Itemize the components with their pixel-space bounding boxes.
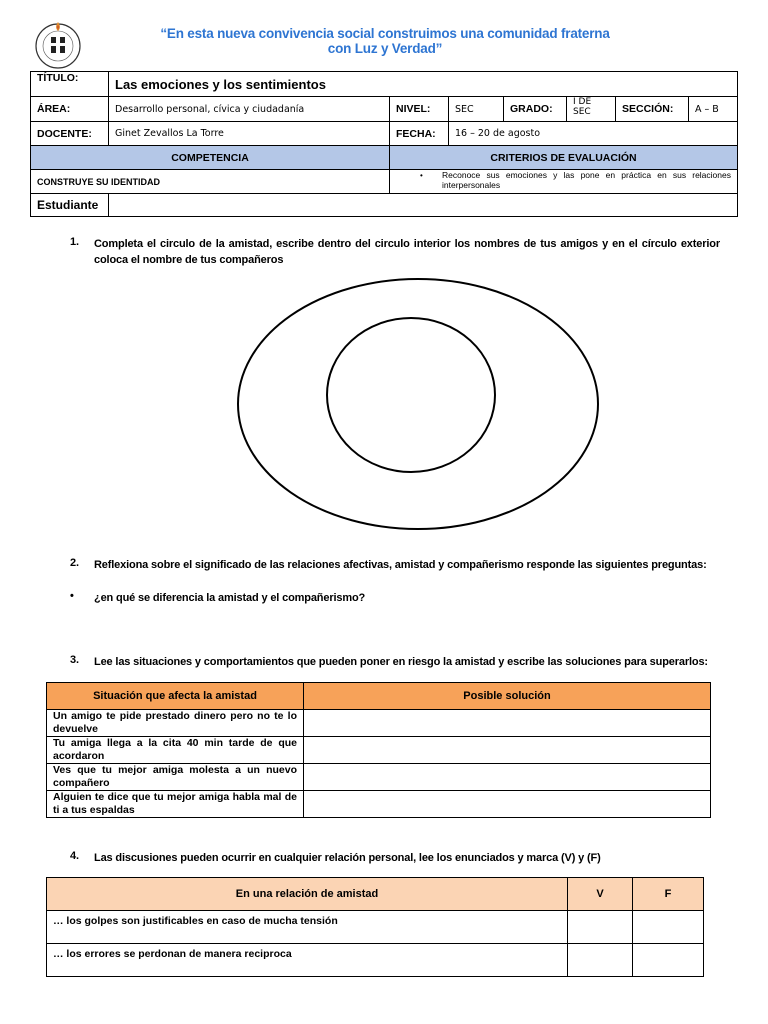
nivel-value: SEC [449, 97, 504, 122]
titulo-value: Las emociones y los sentimientos [109, 72, 738, 97]
titulo-label: TÍTULO: [31, 72, 109, 97]
true-checkbox-cell[interactable] [568, 911, 633, 944]
bullet-icon: • [70, 590, 74, 602]
situation-cell: Tu amiga llega a la cita 40 min tarde de que acordaron [47, 737, 304, 764]
seccion-label: SECCIÓN: [616, 97, 689, 122]
situations-table [46, 682, 711, 818]
area-value: Desarrollo personal, cívica y ciudadanía [109, 97, 390, 122]
true-false-table [46, 877, 704, 977]
docente-label: DOCENTE: [31, 122, 109, 146]
question-3-number: 3. [70, 654, 79, 666]
statement-header: En una relación de amistad [47, 878, 568, 911]
question-1-number: 1. [70, 236, 79, 248]
docente-value: Ginet Zevallos La Torre [109, 122, 390, 146]
criterio-text: Reconoce sus emociones y las pone en práctica en sus relaciones interpersonales [442, 170, 731, 190]
fecha-value: 16 – 20 de agosto [449, 122, 738, 146]
question-4-text: Las discusiones pueden ocurrir en cualquier relación personal, lee los enunciados y marca (V) y (F) [94, 852, 601, 864]
lesson-info-table [30, 71, 738, 217]
solution-header: Posible solución [304, 683, 711, 710]
solution-cell[interactable] [304, 737, 711, 764]
grado-label: GRADO: [504, 97, 567, 122]
school-motto: “En esta nueva convivencia social construimos una comunidad fraterna con Luz y Verdad” [160, 26, 610, 56]
table-row [47, 737, 711, 764]
false-header: F [633, 878, 704, 911]
competencia-value: CONSTRUYE SU IDENTIDAD [31, 170, 390, 194]
question-3-text: Lee las situaciones y comportamientos que pueden poner en riesgo la amistad y escribe las soluciones para superarlos: [94, 656, 708, 668]
estudiante-label: Estudiante [31, 194, 109, 217]
competencia-header: COMPETENCIA [31, 146, 390, 170]
situation-cell: Alguien te dice que tu mejor amiga habla mal de ti a tus espaldas [47, 791, 304, 818]
estudiante-field[interactable] [109, 194, 738, 217]
table-row [47, 944, 704, 977]
outer-circle[interactable] [238, 279, 598, 529]
criterios-header: CRITERIOS DE EVALUACIÓN [390, 146, 738, 170]
true-header: V [568, 878, 633, 911]
statement-cell: … los errores se perdonan de manera reciproca [47, 944, 568, 977]
solution-cell[interactable] [304, 710, 711, 737]
table-row [47, 710, 711, 737]
true-checkbox-cell[interactable] [568, 944, 633, 977]
table-row [47, 911, 704, 944]
false-checkbox-cell[interactable] [633, 911, 704, 944]
bullet-icon: • [420, 171, 423, 180]
question-1-text: Completa el circulo de la amistad, escribe dentro del circulo interior los nombres de tus amigos y en el círculo exterior coloca el nombre de tus compañeros [94, 238, 720, 266]
question-2-sub-text: ¿en qué se diferencia la amistad y el compañerismo? [94, 592, 366, 604]
school-seal-logo [32, 18, 84, 70]
seccion-value: A – B [689, 97, 738, 122]
grado-value: I DE SEC [567, 97, 616, 122]
situation-cell: Un amigo te pide prestado dinero pero no te lo devuelve [47, 710, 304, 737]
table-row [47, 791, 711, 818]
inner-circle[interactable] [327, 318, 495, 472]
question-2-text: Reflexiona sobre el significado de las relaciones afectivas, amistad y compañerismo responde las siguientes preguntas: [94, 559, 707, 571]
situation-cell: Ves que tu mejor amiga molesta a un nuevo compañero [47, 764, 304, 791]
friendship-circle-diagram[interactable] [236, 276, 602, 540]
fecha-label: FECHA: [390, 122, 449, 146]
false-checkbox-cell[interactable] [633, 944, 704, 977]
statement-cell: … los golpes son justificables en caso de mucha tensión [47, 911, 568, 944]
question-2-number: 2. [70, 557, 79, 569]
nivel-label: NIVEL: [390, 97, 449, 122]
solution-cell[interactable] [304, 764, 711, 791]
area-label: ÁREA: [31, 97, 109, 122]
criterio-item [390, 170, 738, 194]
situation-header: Situación que afecta la amistad [47, 683, 304, 710]
table-row [47, 764, 711, 791]
question-4-number: 4. [70, 850, 79, 862]
solution-cell[interactable] [304, 791, 711, 818]
